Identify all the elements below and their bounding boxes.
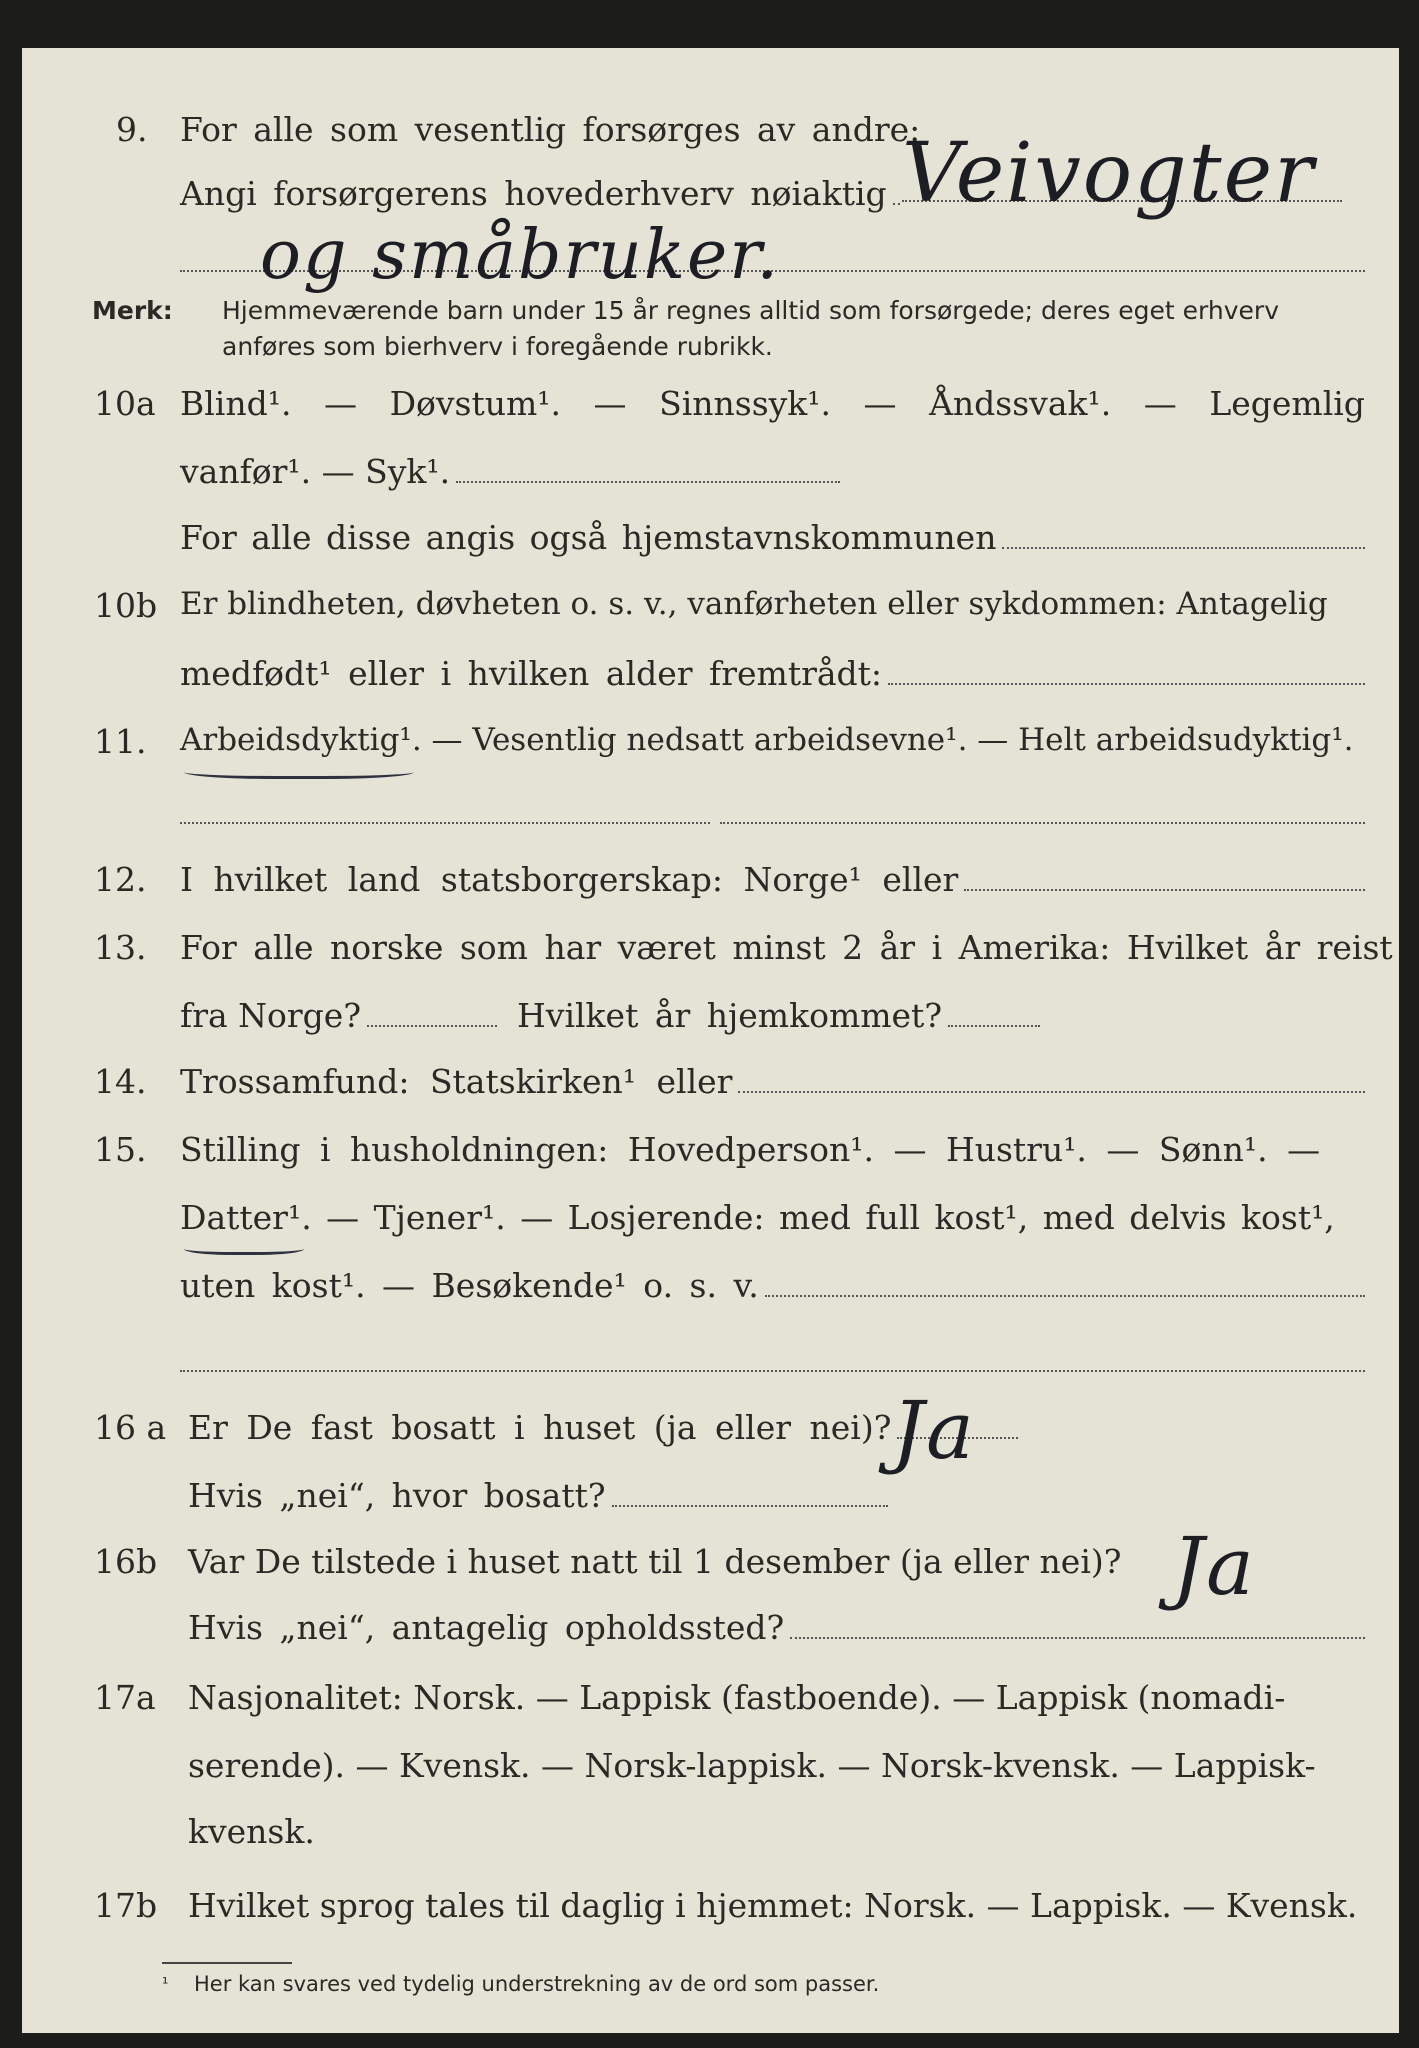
handwritten-answer: Ja [892, 1384, 976, 1477]
question-text: Hvilket sprog tales til daglig i hjemmet: Norsk. — Lappisk. — Kvensk. [188, 1886, 1358, 1925]
answer-line [180, 1370, 1365, 1372]
question-13-line-2: fra Norge? Hvilket år hjemkommet? [22, 996, 1399, 1056]
handwritten-answer: Veivogter [902, 126, 1316, 221]
note-label: Merk: [92, 296, 173, 325]
question-17a-line-2: serende). — Kvensk. — Norsk-lappisk. — Norsk-kvensk. — Lappisk- [188, 1746, 1316, 1785]
question-text: Nasjonalitet: Norsk. — Lappisk (fastboende). — Lappisk (nomadi- [188, 1678, 1286, 1717]
question-number: 16b [94, 1542, 158, 1581]
question-17a-line-3: kvensk. [188, 1812, 315, 1851]
question-15-line-3: uten kost¹. — Besøkende¹ o. s. v. [22, 1266, 1399, 1326]
question-number: 14. [94, 1062, 147, 1101]
answer-line [720, 822, 1365, 824]
question-text: Angi forsørgerens hovederhverv nøiaktig [180, 174, 900, 213]
question-15 [22, 1130, 1399, 1190]
question-10b [22, 586, 1399, 646]
census-form-page [22, 48, 1399, 2033]
footnote-mark: ¹ [162, 1974, 169, 1993]
question-text: Er blindheten, døvheten o. s. v., vanførheten eller sykdommen: Antagelig [180, 586, 1328, 622]
handwritten-answer: Ja [1172, 1520, 1256, 1613]
question-number: 12. [94, 860, 147, 899]
answer-line [180, 822, 710, 824]
question-number: 15. [94, 1130, 147, 1169]
handwritten-answer: og småbruker. [260, 216, 780, 295]
question-number: 16 a [94, 1408, 167, 1447]
question-16a: 16 a Er De fast bosatt i huset (ja eller nei)? [22, 1408, 1399, 1468]
question-16a-line-2: Hvis „nei“, hvor bosatt? [22, 1476, 1399, 1536]
question-10a-line-2: vanfør¹. — Syk¹. [22, 452, 1399, 512]
question-17b [22, 1886, 1399, 1946]
question-14: 14. Trossamfund: Statskirken¹ eller [22, 1062, 1399, 1122]
question-15-line-2: Datter¹. — Tjener¹. — Losjerende: med full kost¹, med delvis kost¹, [180, 1198, 1335, 1237]
note-text: anføres som bierhverv i foregående rubrikk. [222, 332, 773, 361]
question-number: 9. [116, 110, 148, 149]
question-text: Stilling i husholdningen: Hovedperson¹. — Hustru¹. — Sønn¹. — [180, 1130, 1321, 1169]
question-10b-line-2: medfødt¹ eller i hvilken alder fremtrådt: [22, 654, 1399, 714]
footnote-text: Her kan svares ved tydelig understrekning av de ord som passer. [194, 1972, 880, 1996]
question-17a [22, 1678, 1399, 1738]
question-text: For alle som vesentlig forsørges av andre: [180, 110, 921, 149]
note-text: Hjemmeværende barn under 15 år regnes alltid som forsørgede; deres eget erhverv [222, 296, 1279, 325]
question-number: 13. [94, 928, 147, 967]
question-13 [22, 928, 1399, 988]
underline-mark [184, 1240, 304, 1255]
footnote-rule [162, 1962, 292, 1964]
question-16b-line-2: Hvis „nei“, antagelig opholdssted? [22, 1608, 1399, 1668]
question-10a-line-3: For alle disse angis også hjemstavnskommunen [22, 518, 1399, 578]
question-number: 11. [94, 722, 147, 761]
question-text: For alle norske som har været minst 2 år i Amerika: Hvilket år reist [180, 928, 1393, 967]
underline-mark [184, 762, 414, 779]
question-number: 10b [94, 586, 158, 625]
question-number: 17a [94, 1678, 156, 1717]
question-text: Blind¹. — Døvstum¹. — Sinnssyk¹. — Åndssvak¹. — Legemlig [180, 384, 1365, 423]
question-number: 17b [94, 1886, 158, 1925]
question-text: Var De tilstede i huset natt til 1 desember (ja eller nei)? [188, 1542, 1122, 1581]
question-10a [22, 384, 1399, 444]
question-text: Arbeidsdyktig¹. — Vesentlig nedsatt arbeidsevne¹. — Helt arbeidsudyktig¹. [180, 722, 1354, 758]
question-number: 10a [94, 384, 156, 423]
question-12: 12. I hvilket land statsborgerskap: Norge¹ eller [22, 860, 1399, 920]
